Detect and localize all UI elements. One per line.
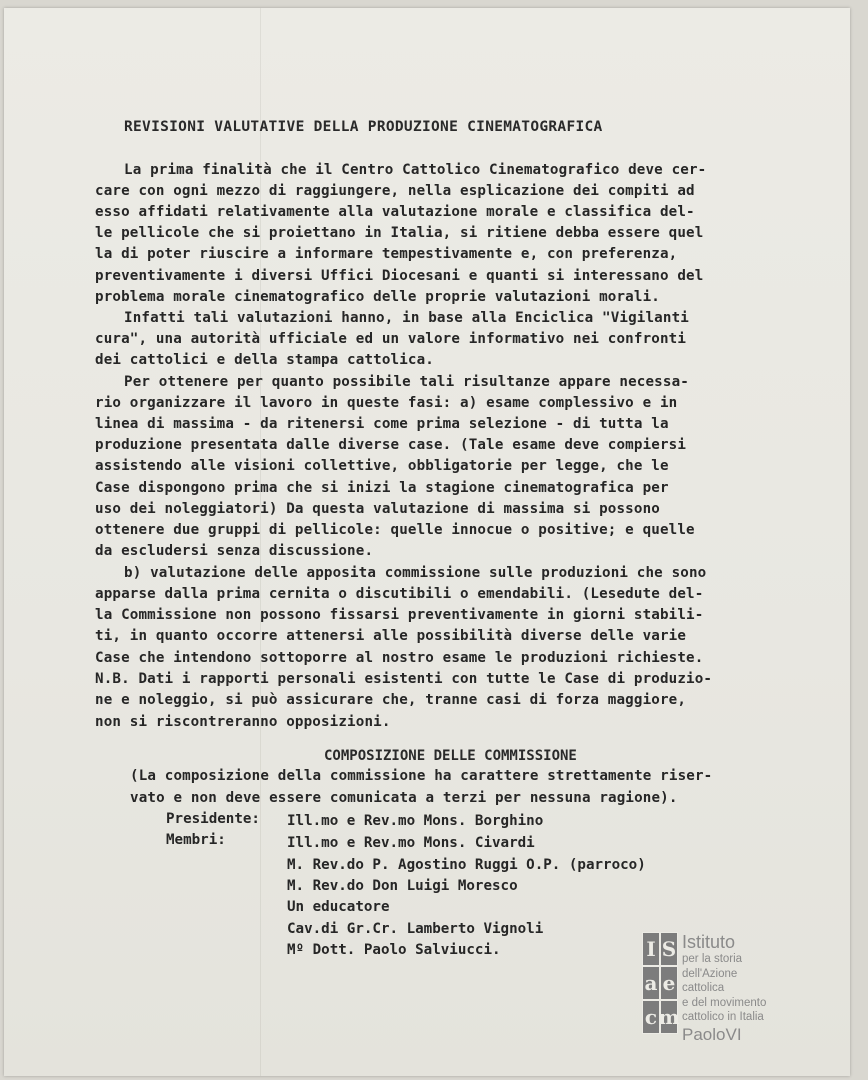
watermark-line: PaoloVI (682, 1024, 742, 1044)
composition-note-line: vato e non deve essere comunicata a terzi per nessuna ragione). (130, 790, 678, 806)
body-line: esso affidati relativamente alla valutazione morale e classifica del- (95, 204, 695, 220)
logo-letter: I (642, 932, 660, 966)
member-name: Cav.di Gr.Cr. Lamberto Vignoli (287, 921, 544, 937)
logo-letter: c (642, 1000, 660, 1034)
isacem-logo-icon (642, 932, 678, 1034)
body-line: La prima finalità che il Centro Cattolico Cinematografico deve cer- (124, 162, 707, 178)
body-line: la Commissione non possono fissarsi preventivamente in giorni stabili- (95, 607, 704, 623)
logo-letter: S (660, 932, 678, 966)
body-line: le pellicole che si proiettano in Italia, si ritiene debba essere quel (95, 225, 704, 241)
body-line: da escludersi senza discussione. (95, 543, 374, 559)
body-line: preventivamente i diversi Uffici Diocesani e quanti si interessano del (95, 268, 704, 284)
watermark-line: dell'Azione cattolica (682, 967, 738, 994)
body-line: linea di massima - da ritenersi come prima selezione - di tutta la (95, 416, 669, 432)
body-line: care con ogni mezzo di raggiungere, nella esplicazione dei compiti ad (95, 183, 695, 199)
logo-letter: a (642, 966, 660, 1000)
body-line: non si riscontreranno opposizioni. (95, 714, 391, 730)
logo-letter: m (660, 1000, 678, 1034)
body-line: produzione presentata dalle diverse case. (Tale esame deve compiersi (95, 437, 687, 453)
president-name: Ill.mo e Rev.mo Mons. Borghino (287, 813, 544, 829)
body-line: la di poter riuscire a informare tempestivamente e, con preferenza, (95, 246, 678, 262)
body-line: Infatti tali valutazioni hanno, in base alla Enciclica "Vigilanti (124, 310, 689, 326)
watermark-line: e del movimento (682, 996, 767, 1009)
member-name: M. Rev.do P. Agostino Ruggi O.P. (parroco) (287, 857, 646, 873)
watermark-text (682, 932, 780, 1045)
member-name: M. Rev.do Don Luigi Moresco (287, 878, 518, 894)
body-line: cura", una autorità ufficiale ed un valore informativo nei confronti (95, 331, 687, 347)
members-label: Membri: (166, 832, 226, 848)
body-line: uso dei noleggiatori) Da questa valutazione di massima si possono (95, 501, 660, 517)
document-title: REVISIONI VALUTATIVE DELLA PRODUZIONE CINEMATOGRAFICA (124, 119, 603, 135)
body-line: ti, in quanto occorre attenersi alle possibilità diverse delle varie (95, 628, 687, 644)
body-line: Per ottenere per quanto possibile tali risultanze appare necessa- (124, 374, 689, 390)
body-line: Case che intendono sottoporre al nostro esame le produzioni richieste. (95, 650, 704, 666)
body-line: ottenere due gruppi di pellicole: quelle innocue o positive; e quelle (95, 522, 695, 538)
member-name: Ill.mo e Rev.mo Mons. Civardi (287, 835, 535, 851)
logo-letter: e (660, 966, 678, 1000)
watermark-line: Istituto (682, 932, 736, 952)
composition-note-line: (La composizione della commissione ha carattere strettamente riser- (130, 768, 713, 784)
body-line: assistendo alle visioni collettive, obbligatorie per legge, che le (95, 458, 669, 474)
body-line: problema morale cinematografico delle proprie valutazioni morali. (95, 289, 660, 305)
body-line: Case dispongono prima che si inizi la stagione cinematografica per (95, 480, 669, 496)
watermark-line: cattolico in Italia (682, 1011, 764, 1023)
watermark-line: per la storia (682, 953, 743, 965)
body-line: rio organizzare il lavoro in queste fasi: a) esame complessivo e in (95, 395, 678, 411)
composition-heading: COMPOSIZIONE DELLE COMMISSIONE (324, 748, 577, 764)
president-label: Presidente: (166, 811, 260, 827)
body-line: b) valutazione delle apposita commissione sulle produzioni che sono (124, 565, 707, 581)
body-line: N.B. Dati i rapporti personali esistenti con tutte le Case di produzio- (95, 671, 713, 687)
member-name: Un educatore (287, 899, 390, 915)
body-line: dei cattolici e della stampa cattolica. (95, 352, 434, 368)
body-line: apparse dalla prima cernita o discutibili o emendabili. (Lesedute del- (95, 586, 704, 602)
member-name: Mº Dott. Paolo Salviucci. (287, 942, 501, 958)
body-line: ne e noleggio, si può assicurare che, tranne casi di forza maggiore, (95, 692, 687, 708)
isacem-watermark (642, 932, 780, 1044)
